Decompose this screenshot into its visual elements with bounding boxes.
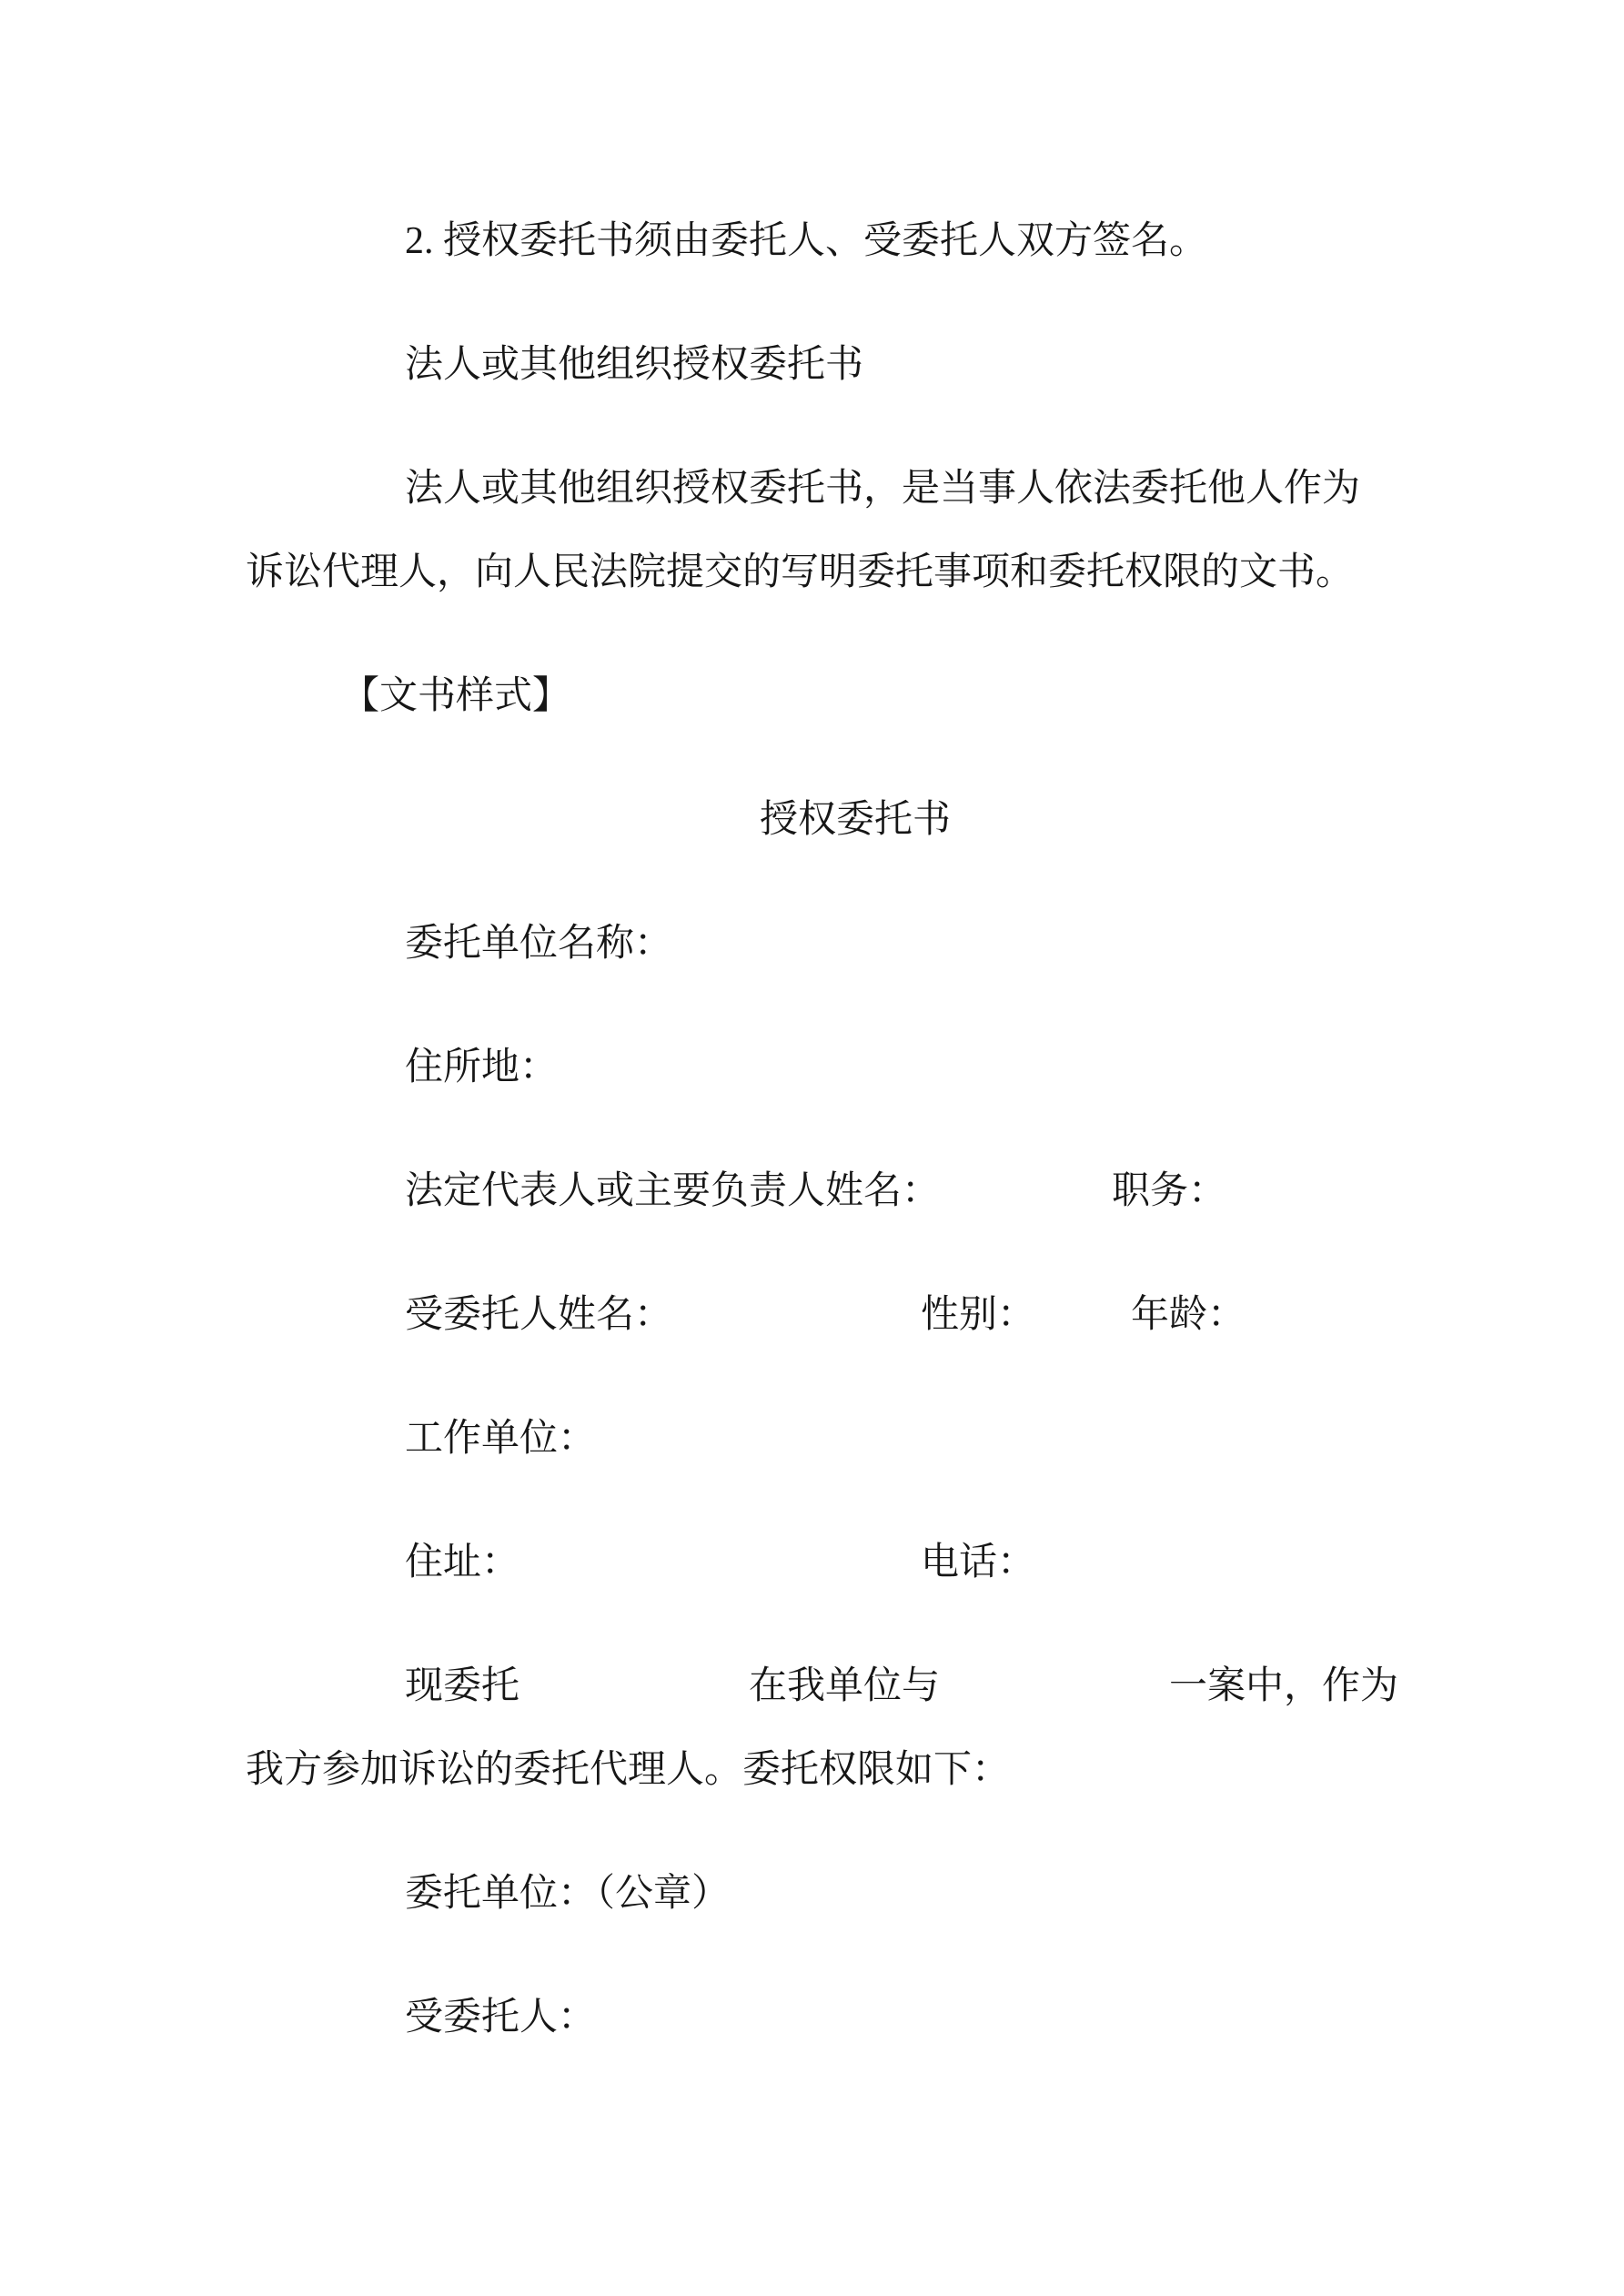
field-agent-signature: 受委托人： bbox=[405, 1997, 597, 2038]
field-address-and-phone: 住址： 电话： bbox=[405, 1542, 1036, 1583]
sample-style-label: 【文书样式】 bbox=[341, 675, 571, 717]
entrust-line-2: 我方参加诉讼的委托代理人。委托权限如下： bbox=[246, 1749, 1011, 1791]
field-entrusting-unit-name: 委托单位名称： bbox=[405, 923, 673, 965]
field-work-unit: 工作单位： bbox=[405, 1418, 597, 1460]
field-entrusting-unit-seal: 委托单位：（公章） bbox=[405, 1873, 731, 1915]
entrust-line-1: 现委托 在我单位与 一案中，作为 bbox=[405, 1665, 1399, 1707]
form-title: 授权委托书 bbox=[759, 799, 951, 841]
definition-line-2: 诉讼代理人，向人民法院提交的写明委托事项和委托权限的文书。 bbox=[246, 551, 1355, 593]
entrust-paragraph bbox=[246, 1644, 1399, 1812]
note-item-2: 2. 授权委托书须由委托人、受委托人双方签名。 bbox=[405, 220, 1208, 262]
field-domicile: 住所地： bbox=[405, 1047, 559, 1088]
field-agent-name-gender-age: 受委托人姓名： 性别： 年龄： bbox=[405, 1294, 1246, 1336]
definition-paragraph bbox=[246, 447, 1378, 614]
definition-line-1: 法人或其他组织授权委托书，是当事人依法委托他人作为 bbox=[405, 468, 1361, 510]
field-legal-representative-and-title: 法定代表人或主要负责人姓名： 职务： bbox=[405, 1170, 1227, 1212]
document-subtitle: 法人或其他组织授权委托书 bbox=[405, 344, 864, 386]
